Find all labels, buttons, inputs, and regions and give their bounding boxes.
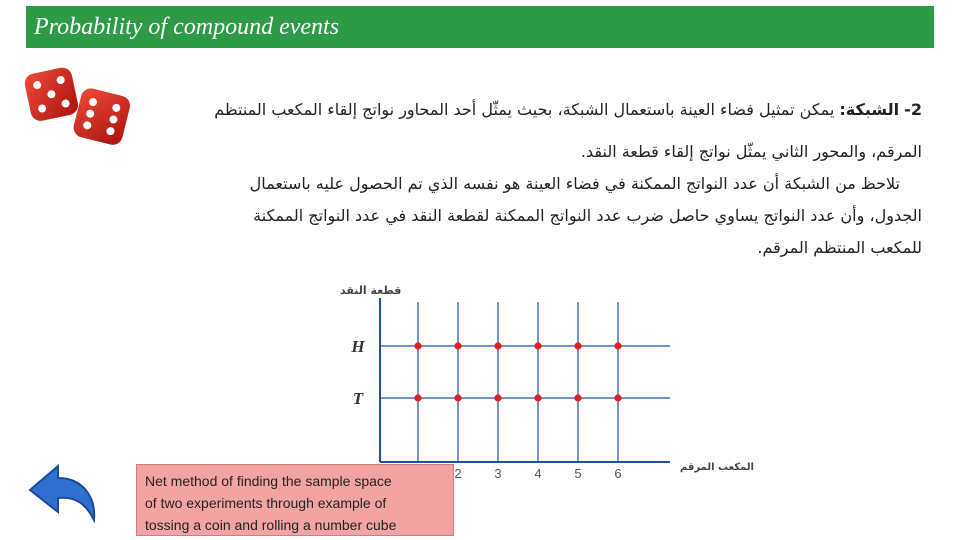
point-1-T [414,394,421,401]
caption-line-2: of two experiments through example of [145,495,387,511]
point-2-T [454,394,461,401]
paragraph-term: الشبكة: [839,100,900,119]
x-tick-5: 5 [574,466,582,481]
paragraph-line-3: تلاحظ من الشبكة أن عدد النواتج الممكنة في فضاء العينة هو نفسه الذي تم الحصول عليه باستعمال [249,174,900,193]
title-bar [26,6,934,48]
point-2-H [454,342,461,349]
caption-line-1: Net method of finding the sample space [145,473,392,489]
paragraph-line-1-text: يمكن تمثيل فضاء العينة باستعمال الشبكة، بحيث يمثّل أحد المحاور نواتج إلقاء المكعب المنتظم [214,100,840,119]
x-axis-label: المكعب المرقم [680,462,754,473]
x-tick-3: 3 [494,466,502,481]
paragraph-line-5: للمكعب المنتظم المرقم. [757,238,922,257]
point-4-T [534,394,541,401]
point-6-T [614,394,621,401]
paragraph-line-1 [214,100,922,119]
caption-box [136,464,454,536]
point-5-H [574,342,581,349]
paragraph-line-2: المرقم، والمحور الثاني يمثّل نواتج إلقاء قطعة النقد. [580,142,922,161]
x-tick-6: 6 [614,466,622,481]
x-tick-2: 2 [454,466,462,481]
x-tick-4: 4 [534,466,542,481]
y-axis-label: قطعة النقد [340,284,402,297]
point-5-T [574,394,581,401]
slide-title: Probability of compound events [34,14,340,40]
point-3-H [494,342,501,349]
y-tick-H: H [351,337,365,356]
point-6-H [614,342,621,349]
point-4-H [534,342,541,349]
point-1-H [414,342,421,349]
paragraph-line-4: الجدول، وأن عدد النواتج يساوي حاصل ضرب عدد النواتج الممكنة لقطعة النقد في عدد النواتج الممكنة [253,206,922,225]
dice-icon [18,62,138,152]
sample-space-grid-chart [330,280,754,490]
y-tick-T: T [352,389,364,408]
paragraph-number: 2- [904,100,922,119]
point-3-T [494,394,501,401]
back-arrow-icon[interactable] [24,462,102,526]
caption-line-3: tossing a coin and rolling a number cube [145,517,397,533]
